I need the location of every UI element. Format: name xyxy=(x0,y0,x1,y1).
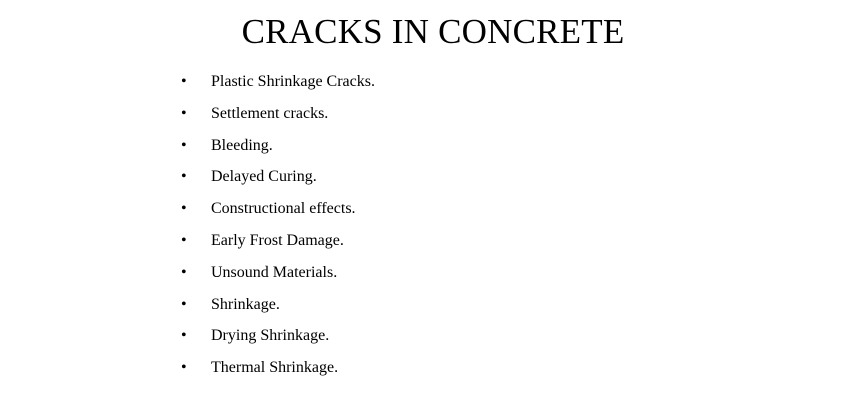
bullet-icon: • xyxy=(181,263,187,281)
list-item-text: Plastic Shrinkage Cracks. xyxy=(211,73,375,90)
list-item-text: Thermal Shrinkage. xyxy=(211,359,339,377)
list-item-text: Bleeding. xyxy=(211,136,273,154)
bullet-icon: • xyxy=(181,295,187,313)
bullet-icon: • xyxy=(181,168,187,186)
list-item-text: Early Frost Damage. xyxy=(211,231,344,249)
bullet-icon: • xyxy=(181,359,187,377)
list-item-text: Drying Shrinkage. xyxy=(211,327,330,345)
bullet-icon: • xyxy=(181,104,187,122)
list-item-text: Unsound Materials. xyxy=(211,263,338,281)
bullet-icon: • xyxy=(181,73,187,90)
list-item-text: Shrinkage. xyxy=(211,295,280,313)
list-item-text: Constructional effects. xyxy=(211,200,356,218)
bullet-icon: • xyxy=(181,231,187,249)
bullet-icon: • xyxy=(181,136,187,154)
list-item-text: Delayed Curing. xyxy=(211,168,317,186)
bullet-icon: • xyxy=(181,327,187,345)
slide-title: CRACKS IN CONCRETE xyxy=(241,12,625,51)
list-item-text: Settlement cracks. xyxy=(211,104,329,122)
bullet-icon: • xyxy=(181,200,187,218)
